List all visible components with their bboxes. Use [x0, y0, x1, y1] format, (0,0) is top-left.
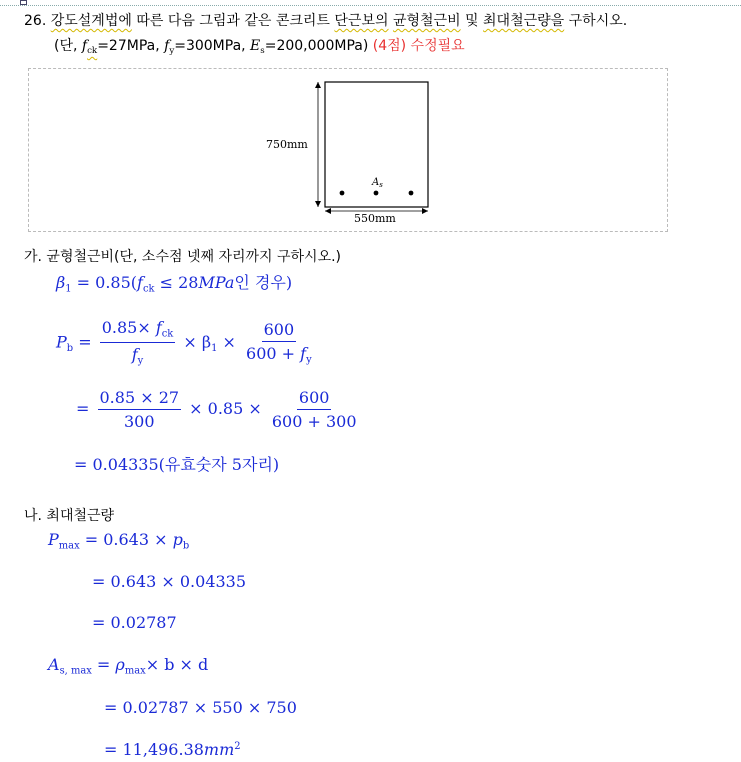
- beta-equation: $\beta_1 = 0.85(f_{ck} \le 28MPa$인 경우): [56, 273, 293, 295]
- beam-outline: [325, 82, 428, 207]
- rebar-center: [374, 191, 379, 196]
- fy-value: =300MPa,: [174, 38, 246, 54]
- part-b-heading: 나. 최대철근량: [24, 508, 115, 524]
- question-conditions: [54, 35, 465, 56]
- height-arrow-bottom: [315, 201, 321, 207]
- beam-section-diagram: [262, 80, 442, 225]
- question-line-1: [24, 10, 627, 30]
- fy-symbol: $f_y$: [164, 38, 175, 57]
- es-symbol: $E_s$: [250, 38, 265, 57]
- question-text-g: 구하시오.: [568, 13, 628, 29]
- part-a-heading: 가. 균형철근비(단, 소수점 넷째 자리까지 구하시오.): [24, 249, 342, 265]
- sub-fraction-1: $\frac{0.85 \times 27}{300}$: [99, 388, 180, 432]
- points-note: (4점) 수정필요: [372, 38, 465, 54]
- width-arrow-right: [422, 208, 428, 214]
- width-arrow-left: [325, 208, 331, 214]
- ruler-marker[interactable]: [20, 0, 27, 5]
- pmax-line-2: = 0.643 × 0.04335: [92, 572, 247, 591]
- fck-symbol: $f_{ck}$: [81, 38, 98, 57]
- fck-value: =27MPa,: [97, 38, 160, 54]
- pb-substitution: = $\frac{0.85 \times 27}{300}$ × 0.85 × $\frac{600}{600 + 300}$: [76, 388, 357, 432]
- question-text-b: 따른 다음 그림과 같은 콘크리트: [136, 13, 330, 29]
- cond-open: (단,: [54, 38, 78, 54]
- rebar-left: [340, 191, 345, 196]
- top-ruler: [0, 0, 741, 6]
- question-number: 26.: [24, 13, 47, 29]
- es-value: =200,000MPa): [264, 38, 369, 54]
- height-label: 750mm: [266, 138, 308, 151]
- question-text-c: 단근보의: [334, 13, 389, 29]
- as-max-result: = $11,496.38mm^2$: [104, 740, 241, 759]
- sub-fraction-2: $\frac{600}{600 + 300}$: [271, 388, 357, 432]
- pb-result: = 0.04335(유효숫자 5자리): [74, 455, 280, 474]
- rebar-right: [409, 191, 414, 196]
- question-text-d: 균형철근비: [392, 13, 461, 29]
- question-text-f: 최대철근량을: [483, 13, 565, 29]
- pb-fraction-1: $\frac{0.85\times f_{ck}}{f_y}$: [101, 318, 174, 367]
- question-text-e: 및: [465, 13, 479, 29]
- pb-fraction-2: $\frac{600}{600 + f_y}$: [246, 319, 312, 366]
- question-text-a: 강도설계법에: [50, 13, 132, 29]
- pmax-equation: $P_{max} = 0.643 \times p_b$: [48, 530, 190, 552]
- width-label: 550mm: [354, 212, 396, 225]
- height-arrow-top: [315, 82, 321, 88]
- pb-equation: $P_b$ = $\frac{0.85\times f_{ck}}{f_y}$ × $\beta_1$ × $\frac{600}{600 + f_y}$: [56, 318, 312, 367]
- as-max-equation: $A_{s, max} = \rho_{max}\times b \times d$: [48, 655, 209, 677]
- as-label: $A_s$: [372, 177, 383, 189]
- as-max-line-2: = 0.02787 × 550 × 750: [104, 698, 297, 717]
- pmax-line-3: = 0.02787: [92, 613, 177, 632]
